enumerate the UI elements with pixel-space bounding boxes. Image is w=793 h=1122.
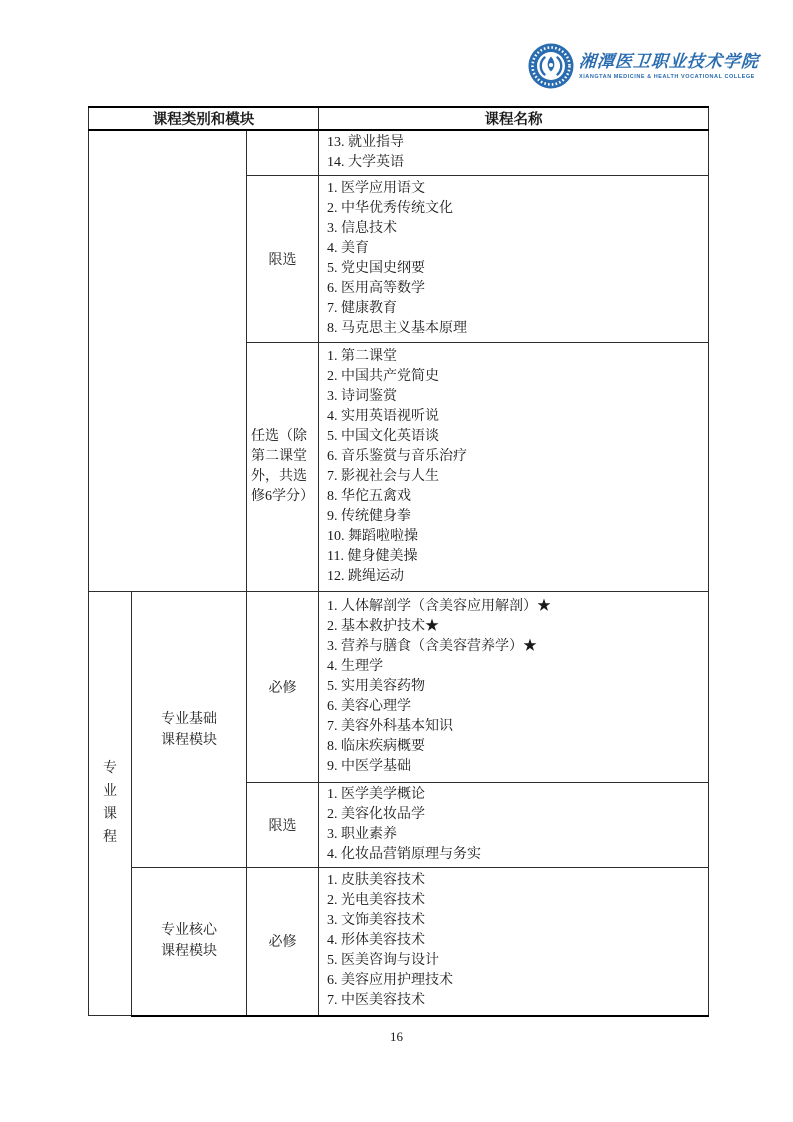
course-item: 12. 跳绳运动 bbox=[327, 569, 405, 584]
course-item: 2. 中华优秀传统文化 bbox=[327, 201, 454, 216]
courses-cell-core-required bbox=[319, 868, 709, 1016]
course-item: 5. 实用美容药物 bbox=[327, 679, 426, 694]
page-number: 16 bbox=[390, 1029, 403, 1044]
course-item: 7. 美容外科基本知识 bbox=[327, 719, 454, 734]
course-item: 8. 马克思主义基本原理 bbox=[327, 321, 468, 336]
course-item: 4. 生理学 bbox=[327, 659, 384, 674]
empty-subcategory-cell bbox=[247, 130, 319, 176]
course-item: 2. 美容化妆品学 bbox=[327, 807, 426, 822]
course-item: 5. 党史国史纲要 bbox=[327, 261, 426, 276]
category-label-line: 任选（除 bbox=[251, 429, 308, 444]
course-item: 13. 就业指导 bbox=[327, 135, 405, 150]
college-name-block bbox=[579, 52, 759, 80]
course-item: 6. 美容心理学 bbox=[327, 699, 412, 714]
course-item: 14. 大学英语 bbox=[327, 155, 405, 170]
major-category-char: 专 bbox=[103, 761, 117, 776]
course-item: 4. 形体美容技术 bbox=[327, 933, 426, 949]
course-item: 2. 光电美容技术 bbox=[327, 893, 426, 909]
major-category-char: 课 bbox=[103, 807, 117, 822]
courses-cell-basic-limited bbox=[319, 783, 709, 868]
course-item: 1. 第二课堂 bbox=[327, 349, 398, 364]
course-item: 7. 健康教育 bbox=[327, 301, 398, 316]
course-item: 6. 美容应用护理技术 bbox=[327, 973, 454, 989]
course-item: 7. 影视社会与人生 bbox=[327, 469, 440, 484]
course-item: 9. 传统健身拳 bbox=[327, 509, 412, 524]
courses-cell-continuation bbox=[319, 130, 709, 176]
course-item: 8. 华佗五禽戏 bbox=[327, 489, 412, 504]
course-item: 5. 医美咨询与设计 bbox=[327, 953, 440, 969]
courses-cell-general-elective bbox=[319, 343, 709, 592]
core-module-cell bbox=[132, 868, 247, 1016]
course-item: 4. 美育 bbox=[327, 241, 370, 256]
course-item: 6. 音乐鉴赏与音乐治疗 bbox=[327, 449, 468, 464]
courses-cell-basic-required bbox=[319, 592, 709, 783]
course-item: 1. 人体解剖学（含美容应用解剖）★ bbox=[327, 599, 552, 614]
college-logo bbox=[528, 43, 759, 89]
module-name-line: 课程模块 bbox=[161, 944, 217, 960]
row-basic-required bbox=[89, 592, 709, 783]
course-item: 1. 医学美学概论 bbox=[327, 787, 426, 802]
basic-module-cell bbox=[132, 592, 247, 868]
course-item: 1. 皮肤美容技术 bbox=[327, 873, 426, 889]
course-item: 4. 化妆品营销原理与务实 bbox=[327, 847, 482, 862]
course-item: 6. 医用高等数学 bbox=[327, 281, 426, 296]
course-item: 11. 健身健美操 bbox=[327, 549, 418, 564]
course-item: 3. 信息技术 bbox=[327, 221, 398, 236]
course-item: 5. 中国文化英语谈 bbox=[327, 429, 440, 444]
course-item: 7. 中医美容技术 bbox=[327, 993, 426, 1009]
category-cell-basic-limited: 限选 bbox=[247, 783, 319, 868]
module-name-line: 专业基础 bbox=[161, 711, 217, 727]
empty-category-cell bbox=[89, 130, 247, 592]
course-item: 2. 中国共产党简史 bbox=[327, 369, 440, 384]
module-name-line: 课程模块 bbox=[161, 732, 217, 748]
row-continuation bbox=[89, 130, 709, 176]
table-header-row bbox=[89, 107, 709, 130]
course-item: 10. 舞蹈啦啦操 bbox=[327, 529, 419, 544]
college-name-cn: 湘潭医卫职业技术学院 bbox=[578, 52, 760, 71]
major-category-char: 程 bbox=[103, 830, 117, 845]
college-seal-icon bbox=[528, 43, 574, 89]
course-item: 4. 实用英语视听说 bbox=[327, 409, 440, 424]
course-item: 1. 医学应用语文 bbox=[327, 181, 426, 196]
category-cell-core-required: 必修 bbox=[247, 868, 319, 1016]
course-item: 3. 诗词鉴赏 bbox=[327, 389, 398, 404]
category-label-line: 外，共选 bbox=[251, 469, 308, 484]
course-item: 8. 临床疾病概要 bbox=[327, 739, 426, 754]
courses-cell-general-limited bbox=[319, 176, 709, 343]
header-cell-category: 课程类别和模块 bbox=[89, 107, 319, 130]
major-category-char: 业 bbox=[103, 784, 117, 799]
row-core-required bbox=[89, 868, 709, 1016]
category-cell-elective bbox=[247, 343, 319, 592]
module-name-line: 专业核心 bbox=[161, 923, 217, 939]
category-label-line: 第二课堂 bbox=[251, 449, 308, 464]
college-name-en: XIANGTAN MEDICINE & HEALTH VOCATIONAL COLLEGE bbox=[579, 74, 755, 80]
course-item: 3. 职业素养 bbox=[327, 827, 398, 842]
course-table bbox=[88, 106, 709, 1017]
category-cell-limited: 限选 bbox=[247, 176, 319, 343]
category-label-line: 修6学分） bbox=[251, 489, 315, 504]
course-item: 9. 中医学基础 bbox=[327, 759, 412, 774]
category-cell-basic-required: 必修 bbox=[247, 592, 319, 783]
course-item: 2. 基本救护技术★ bbox=[327, 619, 440, 634]
header-cell-course: 课程名称 bbox=[319, 107, 709, 130]
course-item: 3. 文饰美容技术 bbox=[327, 913, 426, 929]
course-item: 3. 营养与膳食（含美容营养学）★ bbox=[327, 639, 538, 654]
major-category-cell bbox=[89, 592, 132, 1016]
